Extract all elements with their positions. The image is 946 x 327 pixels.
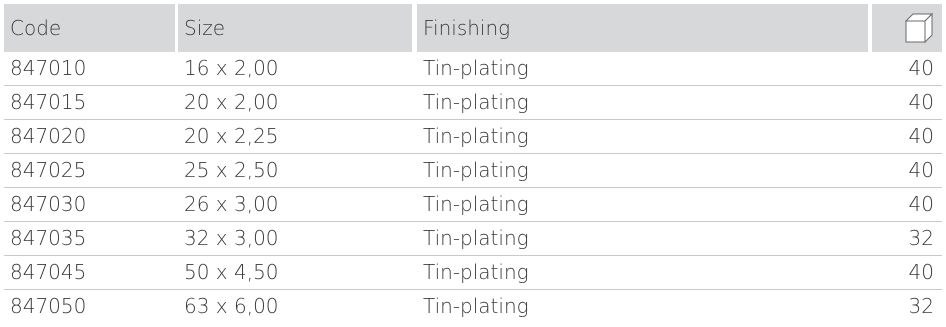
cell-finishing: Tin-plating: [423, 124, 529, 148]
cell-finishing: Tin-plating: [423, 260, 529, 284]
cell-quantity: 40: [908, 158, 934, 182]
cell-code: 847015: [10, 90, 87, 114]
cell-code: 847045: [10, 260, 87, 284]
product-table: [4, 4, 942, 323]
table-header: [4, 4, 942, 52]
cell-quantity: 40: [908, 124, 934, 148]
cell-finishing: Tin-plating: [423, 90, 529, 114]
header-size-label: Size: [184, 16, 226, 40]
cell-code: 847050: [10, 294, 87, 318]
cell-quantity: 32: [908, 294, 934, 318]
table-row: [4, 188, 942, 222]
table-row: [4, 222, 942, 256]
header-code-label: Code: [10, 16, 62, 40]
cell-size: 16 x 2,00: [184, 56, 279, 80]
cell-finishing: Tin-plating: [423, 294, 529, 318]
table-row: [4, 120, 942, 154]
table-row: [4, 86, 942, 120]
header-finishing: [417, 4, 868, 52]
cell-size: 50 x 4,50: [184, 260, 279, 284]
cell-size: 20 x 2,25: [184, 124, 279, 148]
cell-code: 847020: [10, 124, 87, 148]
cell-size: 63 x 6,00: [184, 294, 279, 318]
cell-size: 20 x 2,00: [184, 90, 279, 114]
cell-finishing: Tin-plating: [423, 56, 529, 80]
cell-quantity: 32: [908, 226, 934, 250]
table-row: [4, 290, 942, 323]
header-package: [872, 4, 942, 52]
cell-code: 847025: [10, 158, 87, 182]
cell-code: 847030: [10, 192, 87, 216]
cell-finishing: Tin-plating: [423, 226, 529, 250]
cell-quantity: 40: [908, 260, 934, 284]
cell-quantity: 40: [908, 56, 934, 80]
table-body: [4, 52, 942, 323]
cell-quantity: 40: [908, 90, 934, 114]
cell-quantity: 40: [908, 192, 934, 216]
table-row: [4, 52, 942, 86]
table-row: [4, 154, 942, 188]
cell-code: 847035: [10, 226, 87, 250]
cell-code: 847010: [10, 56, 87, 80]
header-finishing-label: Finishing: [423, 16, 511, 40]
cell-finishing: Tin-plating: [423, 158, 529, 182]
table-row: [4, 256, 942, 290]
cell-finishing: Tin-plating: [423, 192, 529, 216]
cell-size: 25 x 2,50: [184, 158, 279, 182]
header-code: [4, 4, 175, 52]
cell-size: 26 x 3,00: [184, 192, 279, 216]
box-icon: [904, 12, 934, 44]
header-size: [178, 4, 412, 52]
cell-size: 32 x 3,00: [184, 226, 279, 250]
